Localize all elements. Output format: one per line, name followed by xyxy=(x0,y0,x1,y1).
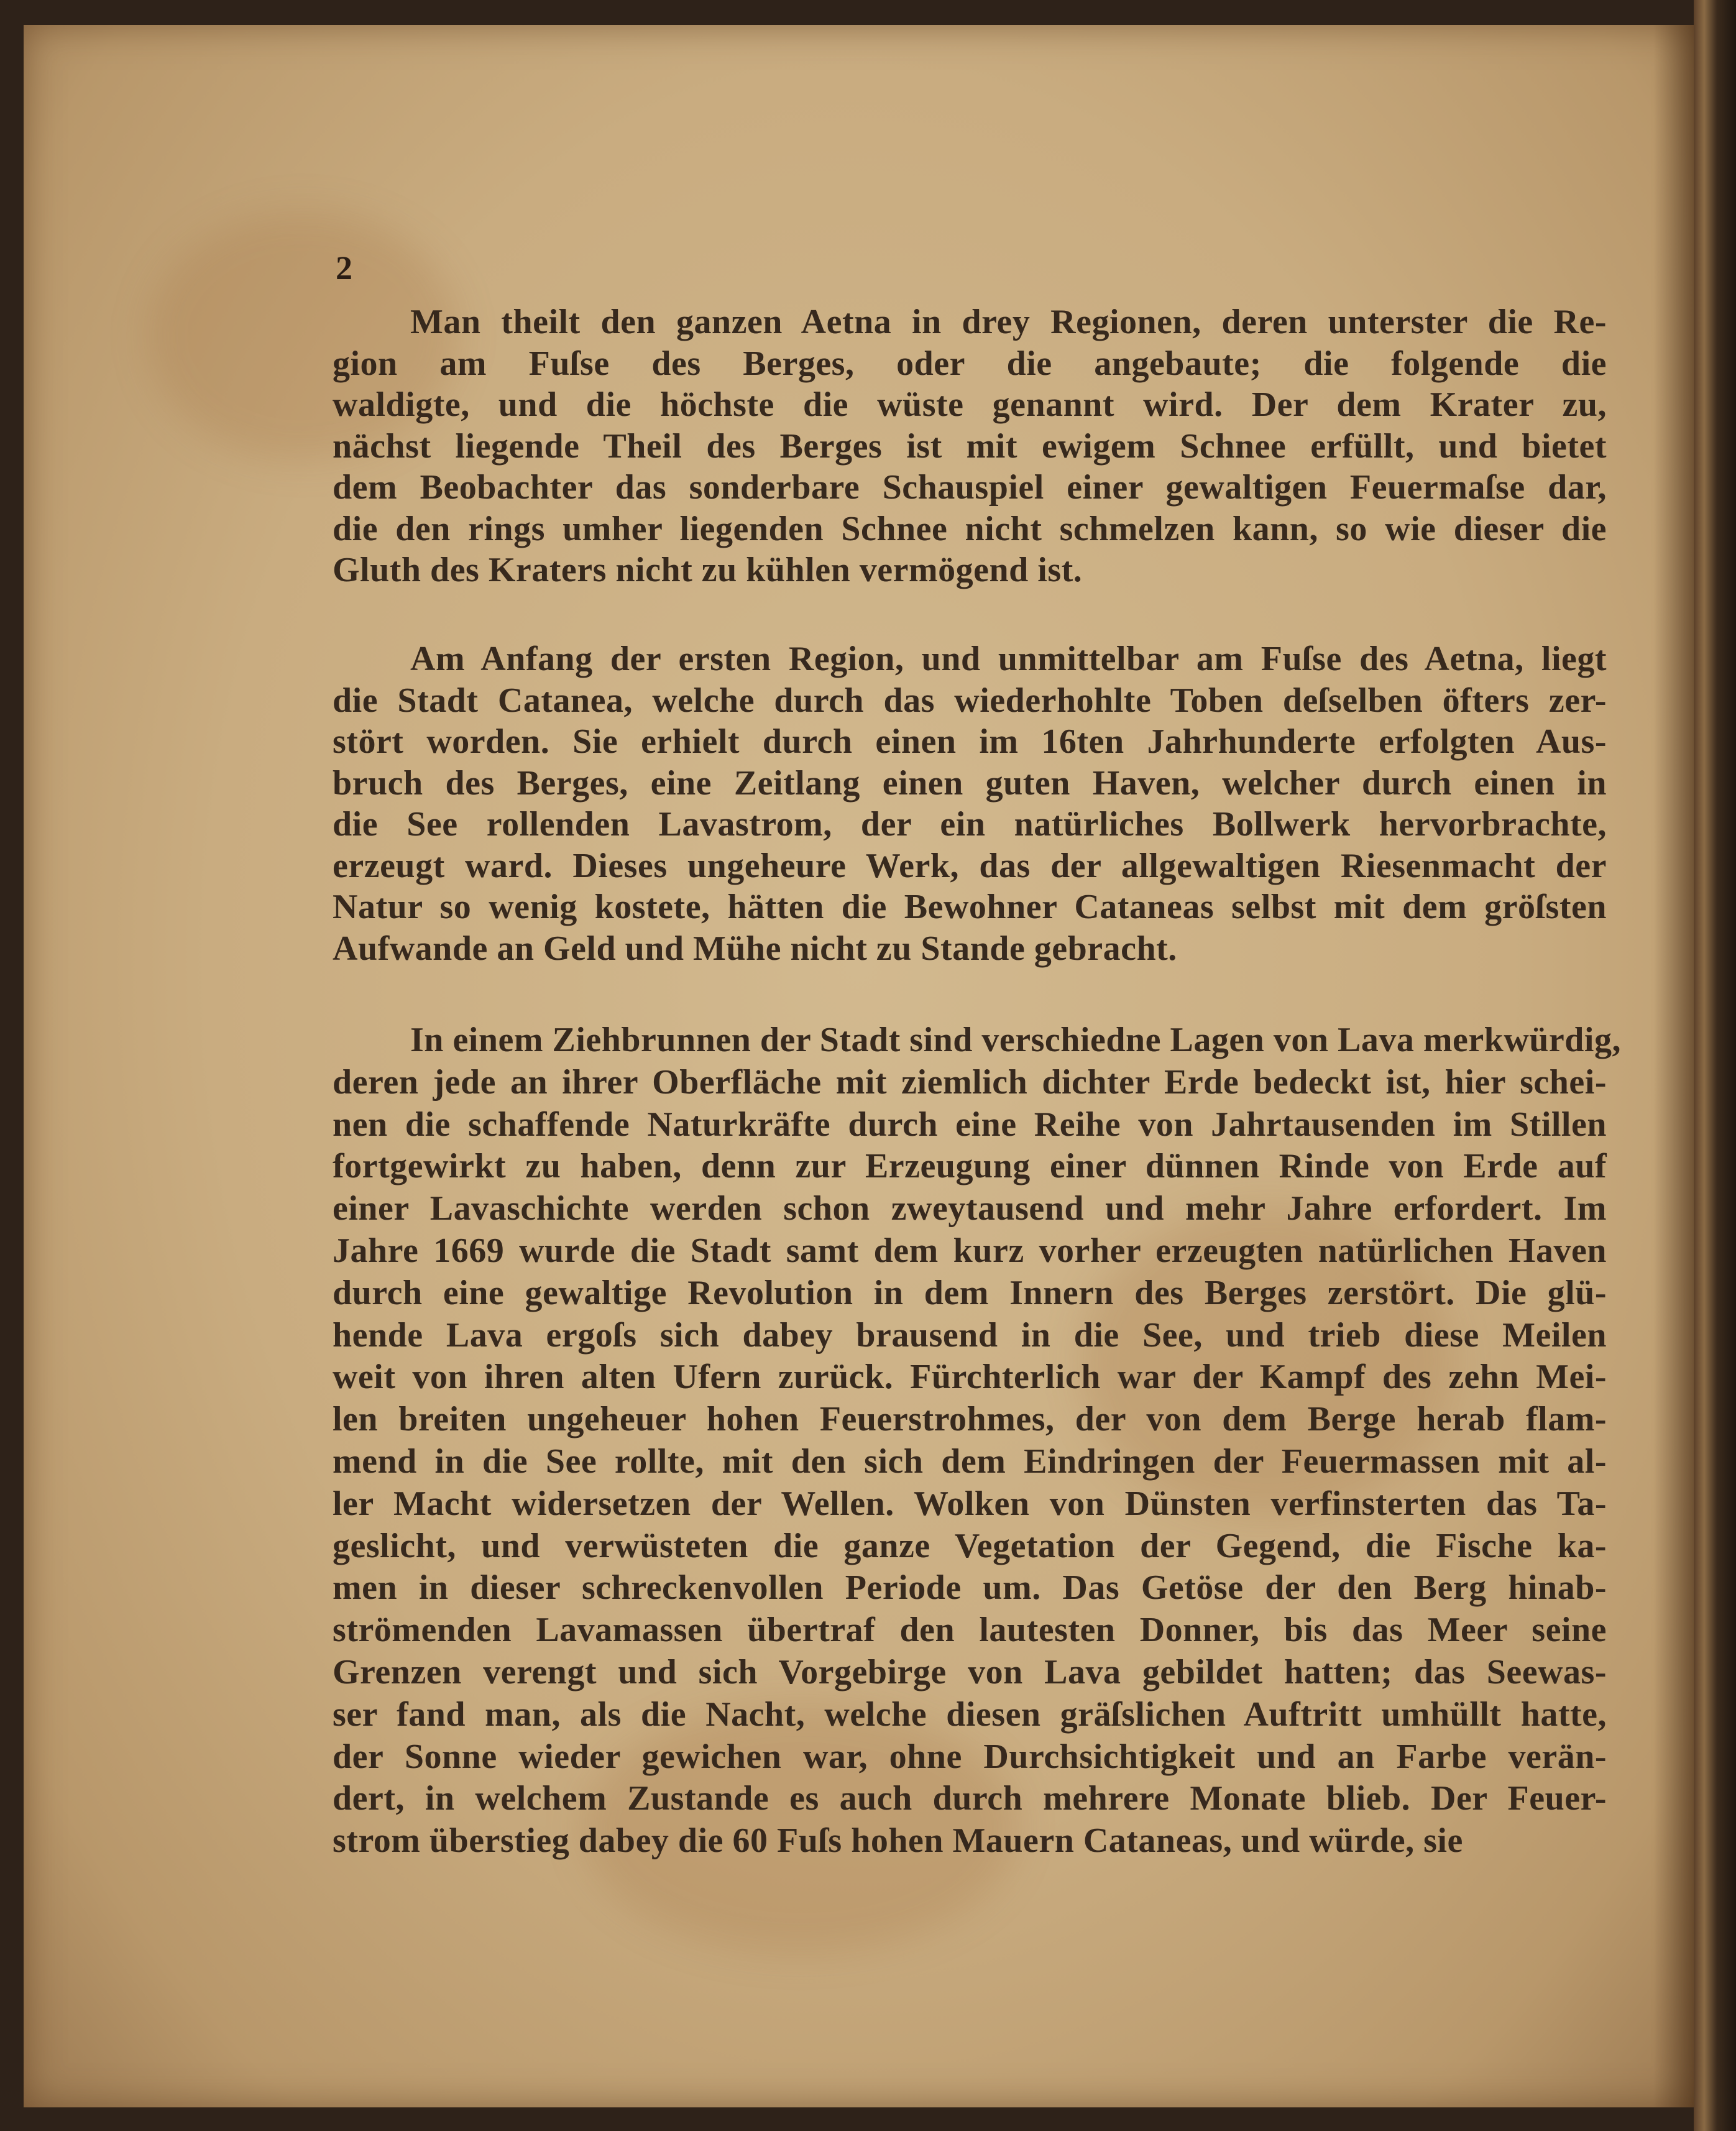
text-line: Grenzen verengt und sich Vorgebirge von Lava gebildet hatten; das Seewas- xyxy=(333,1653,1607,1691)
text-line: ser fand man, als die Nacht, welche diesen gräſslichen Auftritt umhüllt hatte, xyxy=(333,1695,1607,1734)
text-line: durch eine gewaltige Revolution in dem Innern des Berges zerstört. Die glü- xyxy=(333,1273,1607,1312)
text-line: die den rings umher liegenden Schnee nicht schmelzen kann, so wie dieser die xyxy=(333,509,1607,548)
text-line: hende Lava ergoſs sich dabey brausend in die See, und trieb diese Meilen xyxy=(333,1315,1607,1355)
text-line: In einem Ziehbrunnen der Stadt sind verschiedne Lagen von Lava merkwürdig, xyxy=(410,1021,1621,1059)
text-line: einer Lavaschichte werden schon zweytausend und mehr Jahre erfordert. Im xyxy=(333,1189,1607,1228)
text-line: len breiten ungeheuer hohen Feuerstrohmes, der von dem Berge herab flam- xyxy=(333,1400,1607,1439)
text-line: stört worden. Sie erhielt durch einen im 16ten Jahrhunderte erfolgten Aus- xyxy=(333,722,1607,761)
text-line: men in dieser schreckenvollen Periode um. Das Getöse der den Berg hinab- xyxy=(333,1568,1607,1608)
text-line: Jahre 1669 wurde die Stadt samt dem kurz vorher erzeugten natürlichen Haven xyxy=(333,1231,1607,1270)
text-line: der Sonne wieder gewichen war, ohne Durchsichtigkeit und an Farbe verän- xyxy=(333,1737,1607,1776)
text-line: waldigte, und die höchste die wüste genannt wird. Der dem Krater zu, xyxy=(333,385,1607,424)
text-line: Aufwande an Geld und Mühe nicht zu Stande gebracht. xyxy=(333,929,1177,968)
text-line: dem Beobachter das sonderbare Schauspiel einer gewaltigen Feuermaſse dar, xyxy=(333,468,1607,507)
text-line: mend in die See rollte, mit den sich dem Eindringen der Feuermassen mit al- xyxy=(333,1442,1607,1481)
text-line: Natur so wenig kostete, hätten die Bewohner Cataneas selbst mit dem gröſsten xyxy=(333,888,1607,926)
page-gutter-shadow xyxy=(1653,25,1697,2107)
text-line: die Stadt Catanea, welche durch das wiederhohlte Toben deſselben öfters zer- xyxy=(333,681,1607,720)
text-line: erzeugt ward. Dieses ungeheure Werk, das der allgewaltigen Riesenmacht der xyxy=(333,846,1607,885)
text-line: strömenden Lavamassen übertraf den lautesten Donner, bis das Meer seine xyxy=(333,1611,1607,1650)
text-line: fortgewirkt zu haben, denn zur Erzeugung einer dünnen Rinde von Erde auf xyxy=(333,1147,1607,1186)
text-line: nen die schaffende Naturkräfte durch eine Reihe von Jahrtausenden im Stillen xyxy=(333,1105,1607,1144)
text-line: Gluth des Kraters nicht zu kühlen vermögend ist. xyxy=(333,551,1083,589)
page-number: 2 xyxy=(336,249,352,287)
text-line: weit von ihren alten Ufern zurück. Fürchterlich war der Kampf des zehn Mei- xyxy=(333,1358,1607,1397)
text-line: ler Macht widersetzen der Wellen. Wolken von Dünsten verfinsterten das Ta- xyxy=(333,1484,1607,1523)
text-line: strom überstieg dabey die 60 Fuſs hohen Mauern Cataneas, und würde, sie xyxy=(333,1821,1463,1861)
text-line: nächst liegende Theil des Berges ist mit ewigem Schnee erfüllt, und bietet xyxy=(333,426,1607,466)
text-line: Am Anfang der ersten Region, und unmittelbar am Fuſse des Aetna, liegt xyxy=(410,640,1607,678)
text-line: gion am Fuſse des Berges, oder die angebaute; die folgende die xyxy=(333,344,1607,383)
text-line: Man theilt den ganzen Aetna in drey Regionen, deren unterster die Re- xyxy=(410,303,1607,341)
text-line: bruch des Berges, eine Zeitlang einen guten Haven, welcher durch einen in xyxy=(333,763,1607,803)
text-line: deren jede an ihrer Oberfläche mit ziemlich dichter Erde bedeckt ist, hier schei- xyxy=(333,1062,1607,1102)
text-line: dert, in welchem Zustande es auch durch mehrere Monate blieb. Der Feuer- xyxy=(333,1779,1607,1818)
book-binding-edge xyxy=(1694,0,1736,2131)
text-line: geslicht, und verwüsteten die ganze Vegetation der Gegend, die Fische ka- xyxy=(333,1526,1607,1565)
text-line: die See rollenden Lavastrom, der ein natürliches Bollwerk hervorbrachte, xyxy=(333,805,1607,844)
